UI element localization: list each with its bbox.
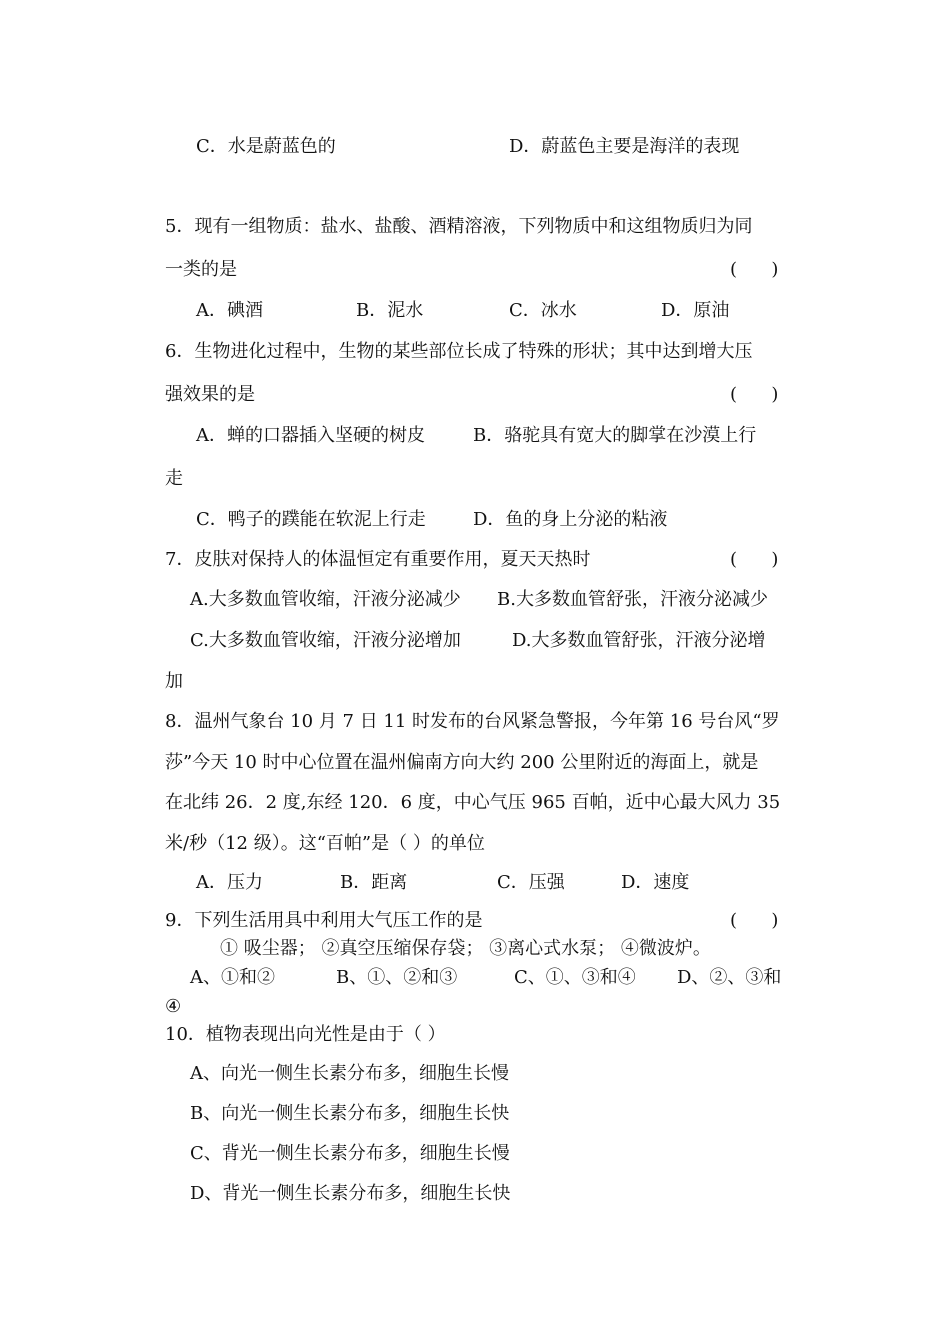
q10-option-c: C、背光一侧生长素分布多，细胞生长慢	[190, 1143, 510, 1164]
q6-option-b: B．骆驼具有宽大的脚掌在沙漠上行	[473, 425, 757, 446]
q8-stem-line2: 莎”今天 10 时中心位置在温州偏南方向大约 200 公里附近的海面上，就是	[165, 752, 759, 773]
q5-option-a: A．碘酒	[196, 300, 263, 321]
q9-option-b: B、①、②和③	[336, 967, 458, 988]
q7-stem: 7．皮肤对保持人的体温恒定有重要作用，夏天天热时	[165, 549, 591, 570]
q5-option-c: C．冰水	[509, 300, 577, 321]
q5-option-b: B．泥水	[356, 300, 424, 321]
q6-option-b-wrap: 走	[165, 468, 183, 489]
q8-stem-line3: 在北纬 26．2 度,东经 120．6 度，中心气压 965 百帕，近中心最大风力 35	[165, 792, 781, 813]
q10-stem: 10．植物表现出向光性是由于（ ）	[165, 1024, 446, 1045]
q10-option-a: A、向光一侧生长素分布多，细胞生长慢	[190, 1063, 509, 1084]
q6-option-d: D．鱼的身上分泌的粘液	[473, 509, 668, 530]
q10-option-b: B、向光一侧生长素分布多，细胞生长快	[190, 1103, 510, 1124]
q4-option-c: C．水是蔚蓝色的	[196, 136, 336, 157]
q6-stem-line2: 强效果的是	[165, 384, 255, 405]
q5-stem-line1: 5．现有一组物质：盐水、盐酸、酒精溶液，下列物质中和这组物质归为同	[165, 216, 753, 237]
q9-stem: 9．下列生活用具中利用大气压工作的是	[165, 910, 483, 931]
q8-option-a: A．压力	[196, 872, 263, 893]
q9-items: ① 吸尘器； ②真空压缩保存袋； ③离心式水泵； ④微波炉。	[220, 938, 711, 959]
q9-option-c: C、①、③和④	[514, 967, 636, 988]
q9-option-d: D、②、③和	[677, 967, 782, 988]
q6-option-a: A．蝉的口器插入坚硬的树皮	[196, 425, 425, 446]
q8-option-b: B．距离	[340, 872, 408, 893]
q10-option-d: D、背光一侧生长素分布多，细胞生长快	[190, 1183, 511, 1204]
q7-option-b: B.大多数血管舒张，汗液分泌减少	[497, 589, 768, 610]
q8-stem-line4: 米/秒（12 级）。这“百帕”是（ ）的单位	[165, 833, 485, 854]
q6-stem-line1: 6．生物进化过程中，生物的某些部位长成了特殊的形状；其中达到增大压	[165, 341, 753, 362]
q8-option-d: D．速度	[621, 872, 690, 893]
q9-answer-blank: ( )	[730, 910, 779, 931]
q7-option-a: A.大多数血管收缩，汗液分泌减少	[190, 589, 461, 610]
q7-option-c: C.大多数血管收缩，汗液分泌增加	[190, 630, 461, 651]
q5-answer-blank: ( )	[730, 259, 779, 280]
q7-option-d: D.大多数血管舒张，汗液分泌增	[512, 630, 766, 651]
q7-answer-blank: ( )	[730, 549, 779, 570]
q9-option-a: A、①和②	[190, 967, 275, 988]
q6-option-c: C．鸭子的蹼能在软泥上行走	[196, 509, 426, 530]
q5-stem-line2: 一类的是	[165, 259, 237, 280]
q9-option-d-wrap: ④	[165, 996, 182, 1017]
q8-stem-line1: 8．温州气象台 10 月 7 日 11 时发布的台风紧急警报，今年第 16 号台风“罗	[165, 711, 780, 732]
q7-option-d-wrap: 加	[165, 671, 183, 692]
q8-option-c: C．压强	[497, 872, 565, 893]
q4-option-d: D．蔚蓝色主要是海洋的表现	[509, 136, 740, 157]
q6-answer-blank: ( )	[730, 384, 779, 405]
q5-option-d: D．原油	[661, 300, 730, 321]
